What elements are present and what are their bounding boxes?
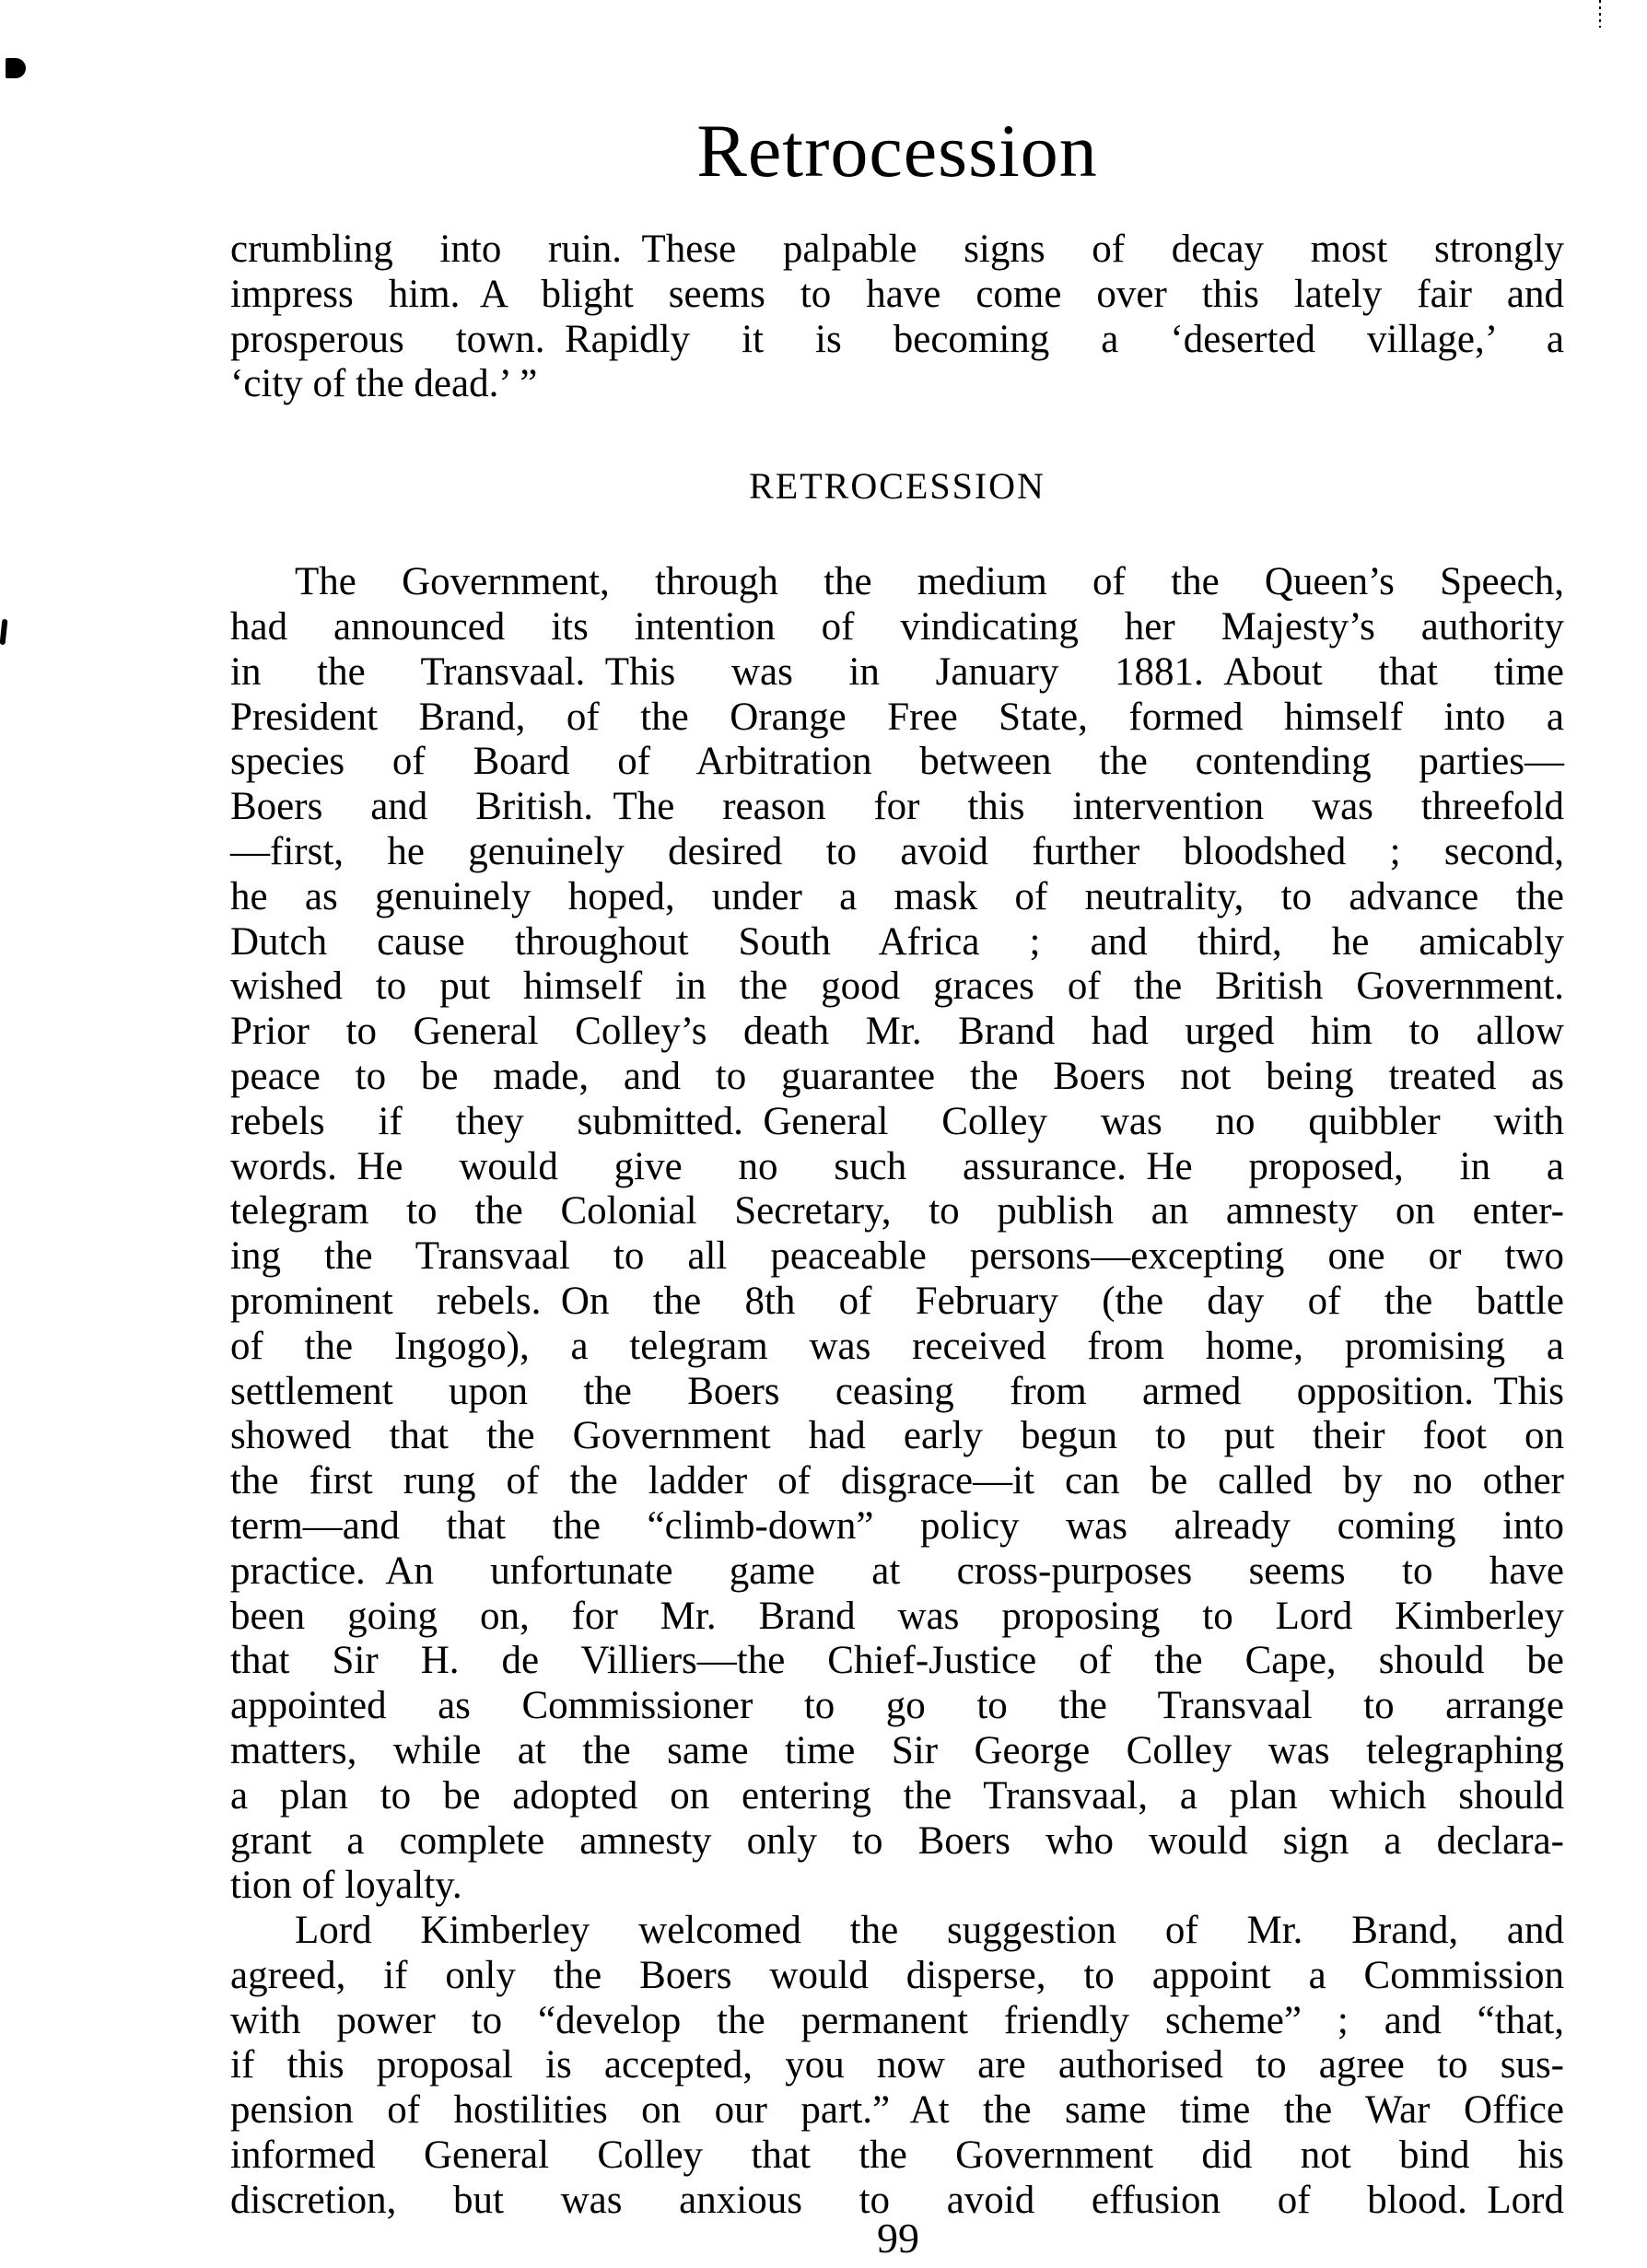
text-line: in the Transvaal. This was in January 1881. About that time [230, 649, 1564, 694]
text-line: tion of loyalty. [230, 1864, 462, 1908]
text-line: pension of hostilities on our part.” At the same time the War Office [230, 2088, 1564, 2133]
text-line: he as genuinely hoped, under a mask of neutrality, to advance the [230, 874, 1564, 918]
paragraph-continuation [230, 228, 1564, 407]
text-line: President Brand, of the Orange Free State, formed himself into a [230, 695, 1564, 739]
text-column [230, 0, 1564, 2224]
text-line: agreed, if only the Boers would disperse, to appoint a Commission [230, 1953, 1564, 1997]
text-line: wished to put himself in the good graces of the British Government. [230, 964, 1564, 1009]
text-line: prosperous town. Rapidly it is becoming a ‘deserted village,’ a [230, 317, 1564, 361]
text-line: showed that the Government had early begun to put their foot on [230, 1414, 1564, 1458]
text-line: been going on, for Mr. Brand was proposing to Lord Kimberley [230, 1594, 1564, 1638]
text-line: of the Ingogo), a telegram was received from home, promising a [230, 1324, 1564, 1368]
text-line: appointed as Commissioner to go to the Transvaal to arrange [230, 1684, 1564, 1728]
text-line: informed General Colley that the Government did not bind his [230, 2134, 1564, 2178]
text-line: ing the Transvaal to all peaceable persons—excepting one or two [230, 1234, 1564, 1279]
paragraph-kimberley [230, 1909, 1564, 2224]
text-line: telegram to the Colonial Secretary, to publish an amnesty on enter- [230, 1189, 1564, 1233]
paragraph-retrocession [230, 560, 1564, 1909]
text-line: discretion, but was anxious to avoid effusion of blood. Lord [230, 2178, 1564, 2222]
text-line: peace to be made, and to guarantee the Boers not being treated as [230, 1054, 1564, 1098]
text-line: term—and that the “climb-down” policy was already coming into [230, 1503, 1564, 1548]
scan-tick-icon [0, 619, 7, 645]
text-line: matters, while at the same time Sir George Colley was telegraphing [230, 1728, 1564, 1772]
text-line: The Government, through the medium of the Queen’s Speech, [295, 560, 1564, 604]
text-line: with power to “develop the permanent friendly scheme” ; and “that, [230, 1998, 1564, 2042]
text-line: impress him. A blight seems to have come over this lately fair and [230, 272, 1564, 316]
text-line: if this proposal is accepted, you now are authorised to agree to sus- [230, 2043, 1564, 2087]
text-line: that Sir H. de Villiers—the Chief-Justice of the Cape, should be [230, 1639, 1564, 1683]
text-line: the first rung of the ladder of disgrace—it can be called by no other [230, 1459, 1564, 1503]
text-line: practice. An unfortunate game at cross-purposes seems to have [230, 1549, 1564, 1593]
text-line: prominent rebels. On the 8th of February (the day of the battle [230, 1279, 1564, 1323]
text-line: rebels if they submitted. General Colley was no quibbler with [230, 1099, 1564, 1143]
text-line: —first, he genuinely desired to avoid further bloodshed ; second, [230, 829, 1564, 873]
text-line: species of Board of Arbitration between the contending parties— [230, 740, 1564, 784]
text-line: Boers and British. The reason for this intervention was threefold [230, 785, 1564, 829]
scan-dotted-line-icon [1599, 0, 1601, 28]
section-heading: RETROCESSION [749, 465, 1045, 508]
text-line: grant a complete amnesty only to Boers who would sign a declara- [230, 1818, 1564, 1863]
page-number: 99 [877, 2215, 919, 2262]
text-line: crumbling into ruin. These palpable signs of decay most strongly [230, 228, 1564, 271]
text-line: ‘city of the dead.’ ” [230, 362, 538, 406]
text-line: settlement upon the Boers ceasing from armed opposition. This [230, 1369, 1564, 1413]
text-line: Lord Kimberley welcomed the suggestion of Mr. Brand, and [295, 1909, 1564, 1953]
text-line: words. He would give no such assurance. He proposed, in a [230, 1144, 1564, 1188]
text-line: Prior to General Colley’s death Mr. Brand had urged him to allow [230, 1010, 1564, 1054]
text-line: had announced its intention of vindicating her Majesty’s authority [230, 604, 1564, 649]
scan-speck-icon [6, 58, 26, 78]
text-line: a plan to be adopted on entering the Transvaal, a plan which should [230, 1773, 1564, 1818]
text-line: Dutch cause throughout South Africa ; and third, he amicably [230, 919, 1564, 964]
running-head-title: Retrocession [696, 109, 1098, 193]
